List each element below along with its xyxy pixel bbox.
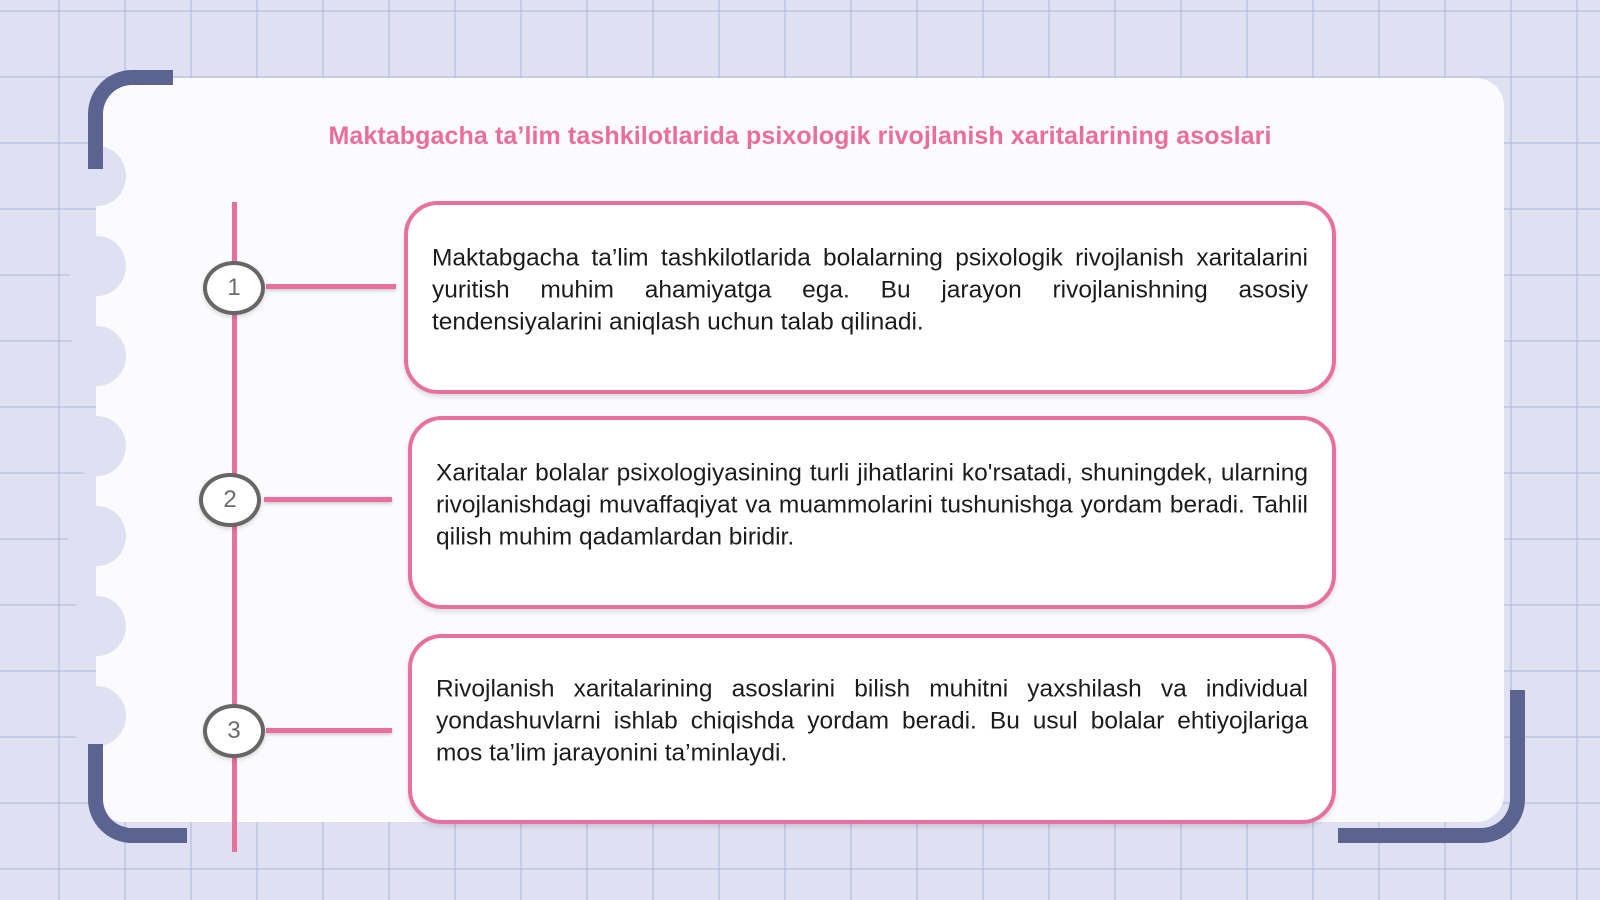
card-edge-scallop bbox=[68, 686, 126, 746]
step-2-number: 2 bbox=[199, 473, 261, 527]
card-edge-scallop bbox=[68, 326, 126, 386]
step-1-card bbox=[404, 201, 1336, 394]
step-3-number: 3 bbox=[203, 704, 265, 758]
step-2-text: Xaritalar bolalar psixologiyasining turli jihatlarini ko'rsatadi, shuningdek, ularning rivojlanishdagi muvaffaqiyat va muammolarini tushunishga yordam beradi. Tahlil qilish muhim qadamlardan biridir. bbox=[436, 458, 1308, 550]
card-edge-scallop bbox=[68, 596, 126, 656]
card-edge-scallop bbox=[68, 416, 126, 476]
card-edge-scallop bbox=[68, 506, 126, 566]
corner-bracket-bottom-right bbox=[1338, 690, 1525, 843]
step-1-connector bbox=[266, 284, 396, 289]
corner-bracket-bottom-left bbox=[88, 744, 187, 843]
step-3-connector bbox=[266, 728, 392, 733]
step-3-text: Rivojlanish xaritalarining asoslarini bilish muhitni yaxshilash va individual yondashuvlarni ishlab chiqishda yordam beradi. Bu usul bolalar ehtiyojlariga mos ta’lim jarayonini ta’minlaydi. bbox=[436, 675, 1308, 767]
step-1-text: Maktabgacha ta’lim tashkilotlarida bolalarning psixologik rivojlanish xaritalarini yuritish muhim ahamiyatga ega. Bu jarayon rivojlanishning asosiy tendensiyalarini aniqlash uchun talab qilinadi. bbox=[432, 243, 1308, 335]
step-3-card bbox=[408, 634, 1336, 824]
card-edge-scallop bbox=[68, 236, 126, 296]
corner-bracket-top-left bbox=[88, 70, 173, 169]
step-1-number: 1 bbox=[203, 261, 265, 315]
step-2-connector bbox=[264, 497, 392, 502]
slide-title: Maktabgacha ta’lim tashkilotlarida psixologik rivojlanish xaritalarining asoslari bbox=[328, 122, 1272, 150]
step-2-card bbox=[408, 416, 1336, 609]
